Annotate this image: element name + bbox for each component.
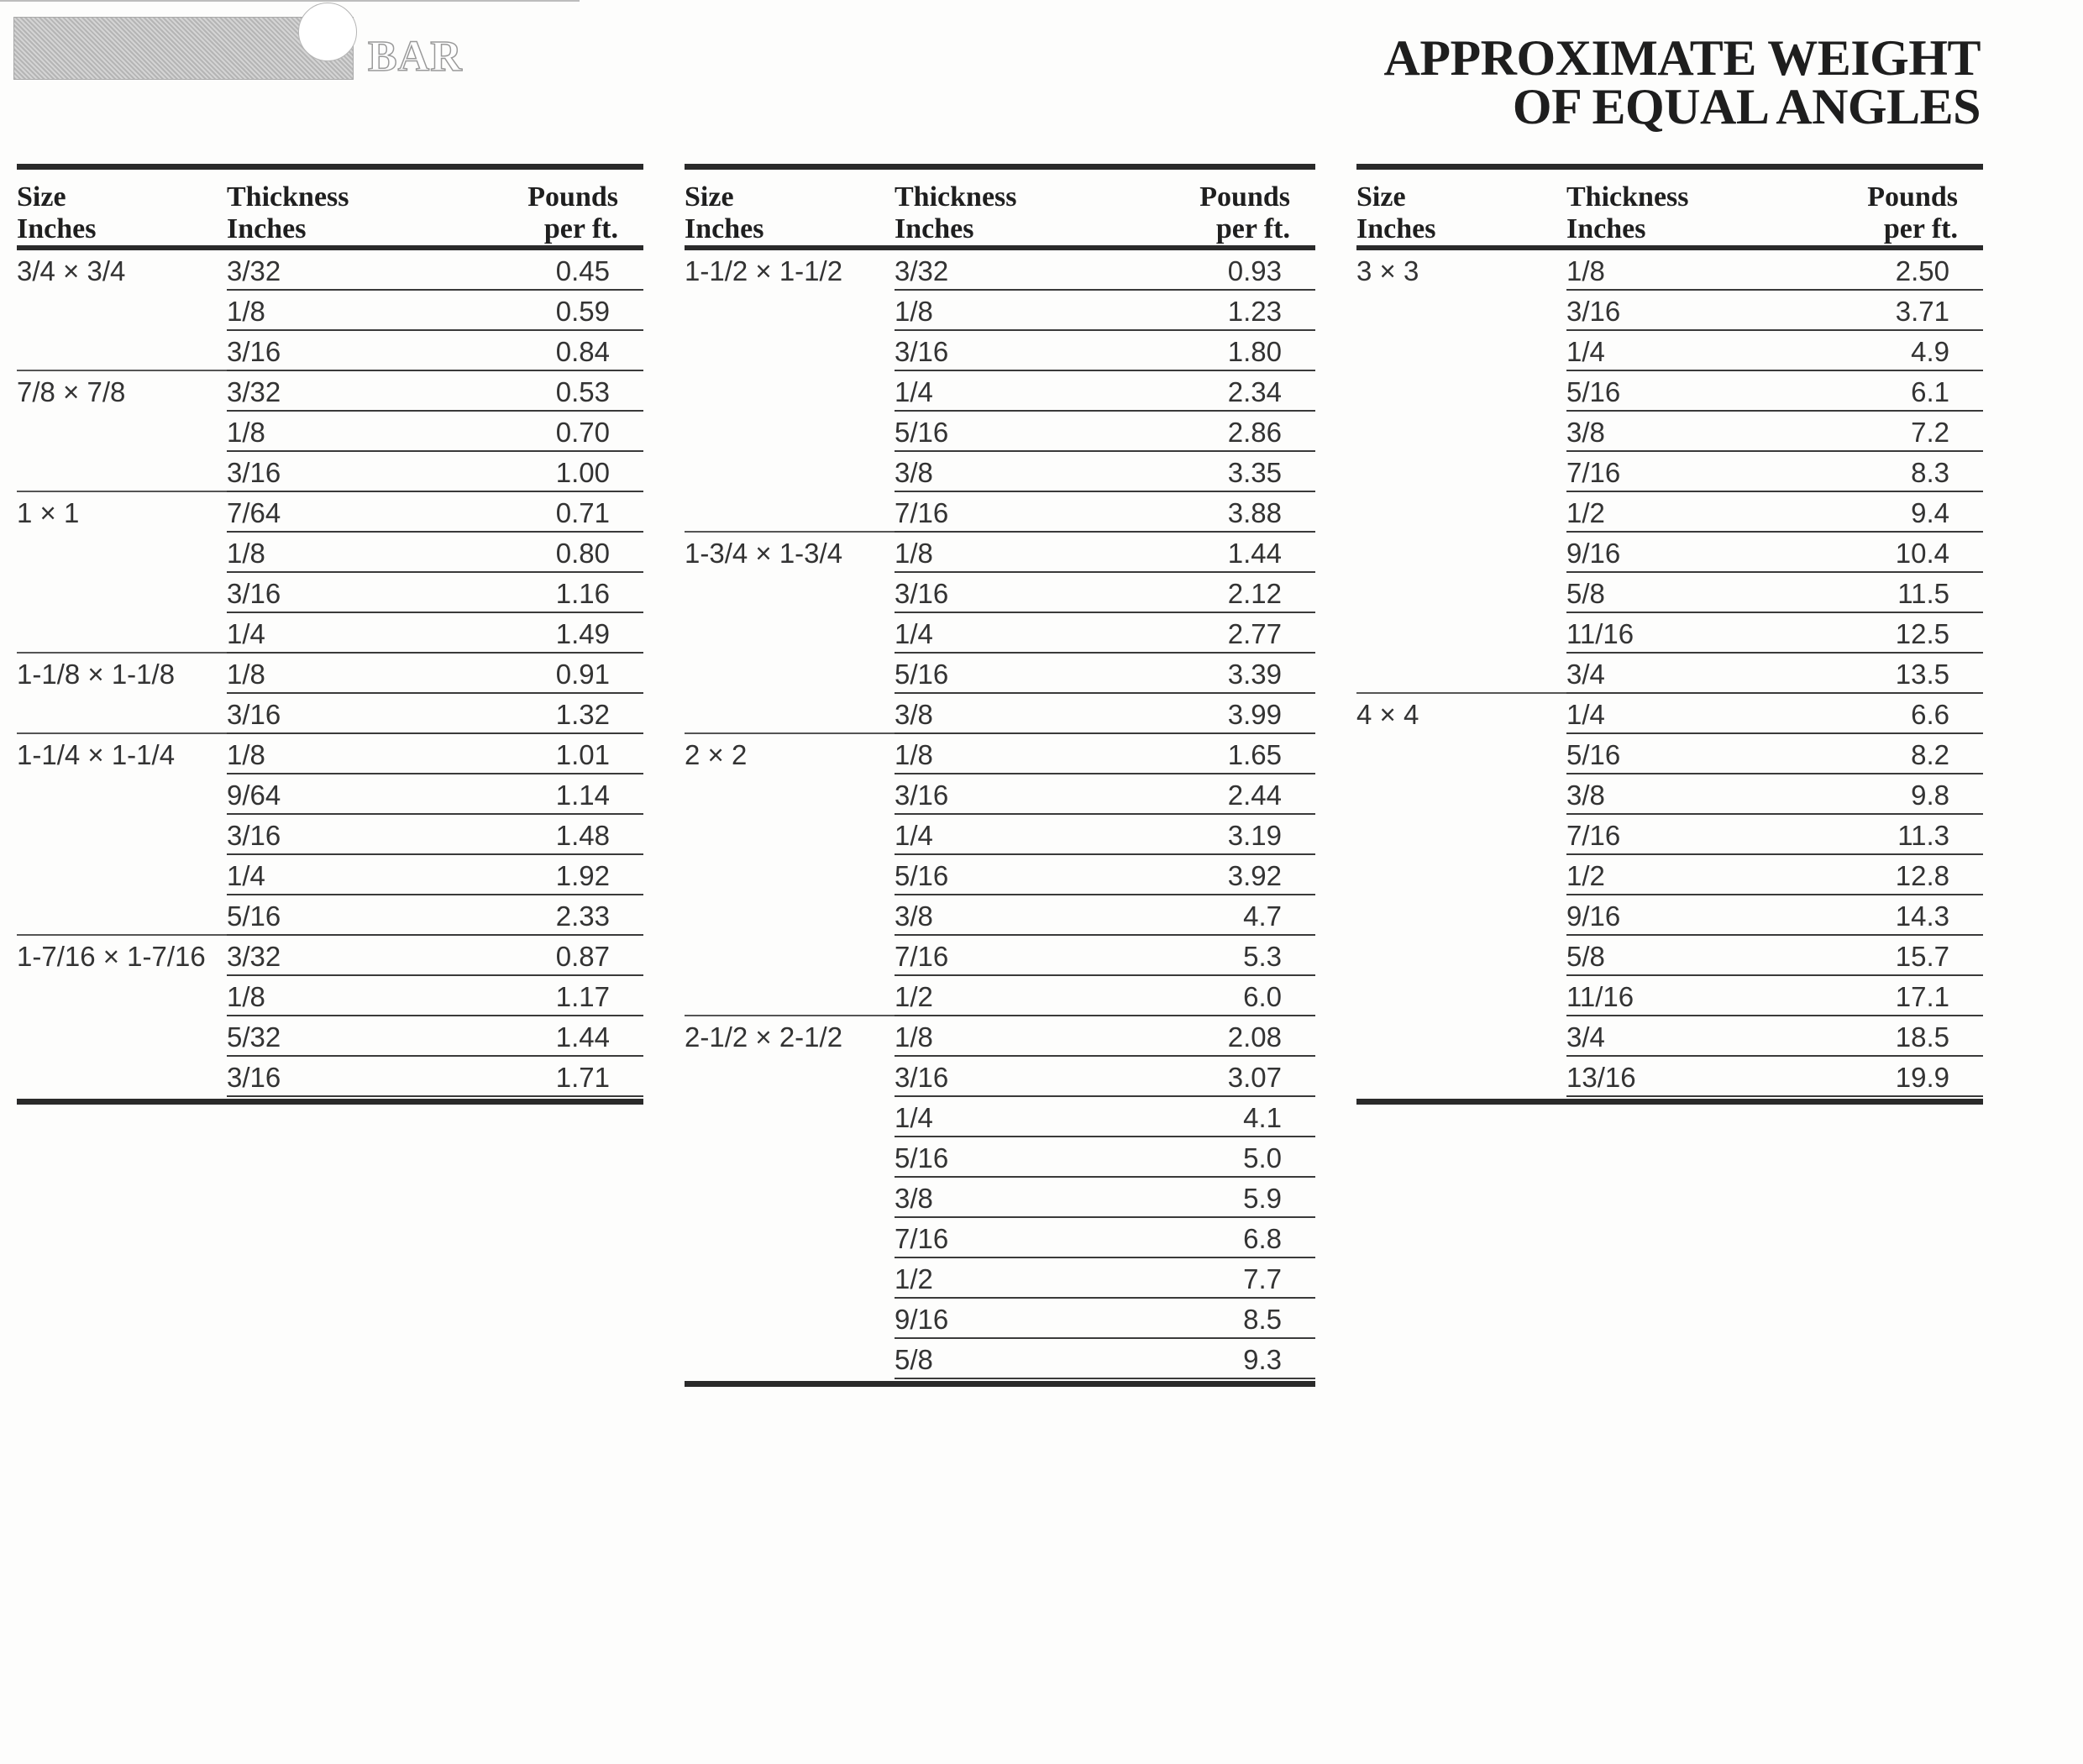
weight-cell: 0.59 (555, 296, 610, 327)
weight-cell: 2.77 (1227, 618, 1282, 649)
weight-cell: 2.08 (1227, 1021, 1282, 1053)
table-row (227, 533, 643, 573)
table-row (895, 694, 1315, 734)
table-panel (685, 164, 1315, 1375)
table-row (227, 936, 643, 976)
thickness-cell: 1/8 (895, 739, 933, 770)
size-header-line-1: Size (1356, 181, 1406, 213)
table-row (895, 371, 1315, 412)
thickness-cell: 5/16 (895, 659, 949, 690)
thickness-cell: 3/32 (895, 255, 949, 286)
thickness-cell: 5/16 (1566, 376, 1621, 407)
thickness-cell: 1/8 (895, 538, 933, 569)
table-row (895, 1137, 1315, 1178)
thickness-column-header (227, 181, 349, 245)
weight-cell: 0.84 (555, 336, 610, 367)
thickness-cell: 7/16 (895, 941, 949, 972)
weight-column-header (527, 181, 618, 245)
thickness-cell: 1/4 (895, 1102, 933, 1133)
thickness-cell: 1/8 (227, 981, 265, 1012)
table-row (895, 1057, 1315, 1097)
thickness-cell: 3/4 (1566, 659, 1605, 690)
thickness-header-line-2: Inches (1566, 213, 1646, 244)
table-row (1566, 573, 1983, 613)
thickness-cell: 5/16 (1566, 739, 1621, 770)
table-row (1566, 331, 1983, 371)
tab-notch (298, 3, 357, 61)
thickness-cell: 3/16 (895, 578, 949, 609)
thickness-cell: 3/16 (895, 1062, 949, 1093)
thickness-cell: 3/8 (895, 457, 933, 488)
table-bottom-rule (17, 1099, 643, 1105)
thickness-cell: 5/8 (895, 1344, 933, 1375)
thickness-cell: 9/16 (1566, 900, 1621, 932)
weight-cell: 0.45 (555, 255, 610, 286)
weight-cell: 1.71 (555, 1062, 610, 1093)
thickness-cell: 13/16 (1566, 1062, 1636, 1093)
group-separator (17, 652, 227, 654)
table-row (1566, 734, 1983, 774)
weight-cell: 7.2 (1911, 417, 1949, 448)
weight-cell: 9.4 (1911, 497, 1949, 528)
table-bottom-rule (685, 1381, 1315, 1387)
table-panel (1356, 164, 1983, 1093)
weight-cell: 1.16 (555, 578, 610, 609)
table-row (227, 613, 643, 654)
weight-cell: 17.1 (1895, 981, 1949, 1012)
size-header-line-2: Inches (1356, 213, 1436, 244)
thickness-cell: 5/16 (895, 860, 949, 891)
table-row (1566, 654, 1983, 694)
table-row (227, 694, 643, 734)
weight-cell: 12.8 (1895, 860, 1949, 891)
group-separator (685, 531, 895, 533)
table-row (895, 1016, 1315, 1057)
group-separator (17, 491, 227, 492)
weight-cell: 14.3 (1895, 900, 1949, 932)
weight-cell: 3.07 (1227, 1062, 1282, 1093)
thickness-cell: 7/16 (1566, 457, 1621, 488)
table-row (895, 492, 1315, 533)
table-row (1566, 492, 1983, 533)
size-column-header (685, 181, 763, 245)
table-top-rule (1356, 164, 1983, 170)
group-separator (17, 934, 227, 936)
weight-cell: 15.7 (1895, 941, 1949, 972)
table-row (1566, 250, 1983, 291)
thickness-cell: 1/4 (1566, 699, 1605, 730)
weight-cell: 8.2 (1911, 739, 1949, 770)
thickness-cell: 11/16 (1566, 981, 1634, 1012)
table-row (895, 250, 1315, 291)
thickness-cell: 11/16 (1566, 618, 1634, 649)
size-header-line-2: Inches (685, 213, 764, 244)
table-row (1566, 815, 1983, 855)
thickness-column-header (895, 181, 1017, 245)
weight-cell: 6.6 (1911, 699, 1949, 730)
table-row (227, 1016, 643, 1057)
table-row (895, 452, 1315, 492)
thickness-cell: 3/16 (227, 699, 281, 730)
top-edge-rule (0, 0, 580, 2)
table-header-row (685, 170, 1315, 250)
table-row (1566, 613, 1983, 654)
table-row (227, 573, 643, 613)
thickness-cell: 1/4 (895, 618, 933, 649)
thickness-cell: 1/4 (1566, 336, 1605, 367)
table-row (227, 895, 643, 936)
weight-cell: 1.17 (555, 981, 610, 1012)
thickness-header-line-1: Thickness (1566, 181, 1689, 213)
weight-header-line-1: Pounds (1867, 181, 1958, 213)
size-cell: 2 × 2 (685, 739, 748, 770)
size-cell: 1-1/2 × 1-1/2 (685, 255, 843, 286)
group-separator (17, 370, 227, 371)
group-separator (17, 732, 227, 734)
thickness-cell: 7/16 (895, 1223, 949, 1254)
weight-cell: 1.01 (555, 739, 610, 770)
table-row (227, 815, 643, 855)
weight-cell: 3.35 (1227, 457, 1282, 488)
thickness-cell: 1/2 (895, 981, 933, 1012)
thickness-cell: 1/2 (1566, 860, 1605, 891)
thickness-cell: 1/2 (895, 1263, 933, 1294)
weight-cell: 0.71 (555, 497, 610, 528)
table-row (227, 855, 643, 895)
size-cell: 3/4 × 3/4 (17, 255, 126, 286)
group-separator (685, 732, 895, 734)
weight-cell: 1.49 (555, 618, 610, 649)
weight-cell: 5.9 (1243, 1183, 1282, 1214)
weight-header-line-2: per ft. (543, 213, 618, 244)
table-row (895, 533, 1315, 573)
thickness-cell: 5/8 (1566, 941, 1605, 972)
weight-column-header (1199, 181, 1290, 245)
table-row (895, 654, 1315, 694)
table-top-rule (17, 164, 643, 170)
thickness-header-line-2: Inches (895, 213, 974, 244)
thickness-cell: 1/8 (227, 739, 265, 770)
thickness-header-line-1: Thickness (227, 181, 349, 213)
weight-cell: 0.53 (555, 376, 610, 407)
table-row (895, 1097, 1315, 1137)
table-row (1566, 412, 1983, 452)
thickness-cell: 1/8 (227, 296, 265, 327)
weight-header-line-1: Pounds (527, 181, 618, 213)
weight-cell: 1.92 (555, 860, 610, 891)
weight-cell: 8.3 (1911, 457, 1949, 488)
weight-cell: 1.23 (1227, 296, 1282, 327)
thickness-cell: 5/8 (1566, 578, 1605, 609)
weight-cell: 1.00 (555, 457, 610, 488)
size-cell: 1-1/4 × 1-1/4 (17, 739, 176, 770)
weight-header-line-2: per ft. (1883, 213, 1958, 244)
table-row (1566, 1016, 1983, 1057)
table-row (895, 1218, 1315, 1258)
table-row (895, 1258, 1315, 1299)
weight-cell: 2.34 (1227, 376, 1282, 407)
weight-cell: 0.80 (555, 538, 610, 569)
weight-cell: 9.8 (1911, 780, 1949, 811)
size-column-header (17, 181, 96, 245)
table-row (1566, 855, 1983, 895)
thickness-cell: 3/32 (227, 941, 281, 972)
thickness-cell: 1/4 (895, 376, 933, 407)
table-row (895, 1178, 1315, 1218)
size-header-line-1: Size (17, 181, 66, 213)
table-row (1566, 936, 1983, 976)
weight-column-header (1867, 181, 1958, 245)
thickness-cell: 7/16 (895, 497, 949, 528)
thickness-cell: 3/16 (1566, 296, 1621, 327)
weight-cell: 0.93 (1227, 255, 1282, 286)
thickness-cell: 5/16 (227, 900, 281, 932)
table-panel (17, 164, 643, 1093)
weight-cell: 4.1 (1243, 1102, 1282, 1133)
size-header-line-1: Size (685, 181, 734, 213)
thickness-cell: 3/8 (895, 699, 933, 730)
weight-cell: 1.44 (1227, 538, 1282, 569)
thickness-cell: 7/16 (1566, 820, 1621, 851)
thickness-header-line-1: Thickness (895, 181, 1017, 213)
thickness-cell: 3/8 (1566, 417, 1605, 448)
size-cell: 1-1/8 × 1-1/8 (17, 659, 176, 690)
page-title (1383, 30, 1981, 134)
table-row (895, 895, 1315, 936)
table-row (227, 654, 643, 694)
table-row (227, 1057, 643, 1097)
weight-cell: 1.14 (555, 780, 610, 811)
size-cell: 7/8 × 7/8 (17, 376, 126, 407)
weight-cell: 1.48 (555, 820, 610, 851)
page-title-line-1: APPROXIMATE WEIGHT (1383, 30, 1981, 86)
weight-cell: 13.5 (1895, 659, 1949, 690)
thickness-cell: 5/16 (895, 417, 949, 448)
table-row (895, 815, 1315, 855)
thickness-cell: 1/8 (227, 417, 265, 448)
table-row (227, 976, 643, 1016)
thickness-cell: 3/16 (227, 820, 281, 851)
table-row (895, 936, 1315, 976)
thickness-cell: 1/8 (227, 538, 265, 569)
weight-cell: 2.33 (555, 900, 610, 932)
weight-cell: 5.0 (1243, 1142, 1282, 1173)
size-cell: 2-1/2 × 2-1/2 (685, 1021, 843, 1053)
thickness-cell: 3/16 (227, 578, 281, 609)
thickness-cell: 7/64 (227, 497, 281, 528)
weight-cell: 11.3 (1897, 820, 1949, 851)
thickness-cell: 3/16 (227, 457, 281, 488)
thickness-cell: 3/8 (1566, 780, 1605, 811)
table-row (1566, 694, 1983, 734)
weight-cell: 2.50 (1895, 255, 1949, 286)
table-row (1566, 895, 1983, 936)
weight-cell: 12.5 (1895, 618, 1949, 649)
thickness-cell: 9/64 (227, 780, 281, 811)
table-row (895, 613, 1315, 654)
thickness-cell: 1/4 (227, 618, 265, 649)
thickness-cell: 5/32 (227, 1021, 281, 1053)
weight-cell: 4.9 (1911, 336, 1949, 367)
thickness-cell: 3/16 (895, 780, 949, 811)
table-row (895, 855, 1315, 895)
table-row (895, 573, 1315, 613)
weight-cell: 5.3 (1243, 941, 1282, 972)
section-tab-label: BAR (368, 33, 463, 81)
table-row (227, 492, 643, 533)
table-row (227, 371, 643, 412)
thickness-column-header (1566, 181, 1689, 245)
table-row (895, 291, 1315, 331)
thickness-cell: 3/4 (1566, 1021, 1605, 1053)
weight-cell: 1.32 (555, 699, 610, 730)
weight-cell: 0.70 (555, 417, 610, 448)
weight-cell: 11.5 (1897, 578, 1949, 609)
table-row (1566, 452, 1983, 492)
weight-cell: 1.80 (1227, 336, 1282, 367)
thickness-cell: 3/16 (227, 336, 281, 367)
thickness-cell: 9/16 (895, 1304, 949, 1335)
weight-cell: 7.7 (1243, 1263, 1282, 1294)
thickness-cell: 1/2 (1566, 497, 1605, 528)
weight-cell: 0.91 (555, 659, 610, 690)
page-title-line-2: OF EQUAL ANGLES (1512, 79, 1981, 134)
weight-cell: 19.9 (1895, 1062, 1949, 1093)
thickness-cell: 1/4 (227, 860, 265, 891)
size-cell: 4 × 4 (1356, 699, 1419, 730)
weight-cell: 1.44 (555, 1021, 610, 1053)
weight-cell: 3.71 (1895, 296, 1949, 327)
thickness-header-line-2: Inches (227, 213, 307, 244)
table-top-rule (685, 164, 1315, 170)
table-bottom-rule (1356, 1099, 1983, 1105)
thickness-cell: 1/8 (895, 1021, 933, 1053)
table-row (1566, 533, 1983, 573)
size-column-header (1356, 181, 1435, 245)
weight-cell: 6.8 (1243, 1223, 1282, 1254)
thickness-cell: 9/16 (1566, 538, 1621, 569)
table-row (1566, 371, 1983, 412)
table-row (227, 291, 643, 331)
thickness-cell: 1/8 (227, 659, 265, 690)
weight-cell: 18.5 (1895, 1021, 1949, 1053)
thickness-cell: 3/16 (895, 336, 949, 367)
thickness-cell: 5/16 (895, 1142, 949, 1173)
thickness-cell: 3/32 (227, 255, 281, 286)
table-row (895, 1339, 1315, 1379)
table-row (227, 734, 643, 774)
group-separator (685, 1015, 895, 1016)
weight-cell: 3.39 (1227, 659, 1282, 690)
thickness-cell: 3/32 (227, 376, 281, 407)
weight-cell: 3.19 (1227, 820, 1282, 851)
thickness-cell: 3/8 (895, 900, 933, 932)
weight-cell: 10.4 (1895, 538, 1949, 569)
weight-cell: 9.3 (1243, 1344, 1282, 1375)
table-row (227, 250, 643, 291)
thickness-cell: 3/8 (895, 1183, 933, 1214)
weight-cell: 1.65 (1227, 739, 1282, 770)
weight-cell: 3.92 (1227, 860, 1282, 891)
table-row (227, 412, 643, 452)
weight-cell: 3.99 (1227, 699, 1282, 730)
thickness-cell: 1/4 (895, 820, 933, 851)
weight-header-line-1: Pounds (1199, 181, 1290, 213)
weight-header-line-2: per ft. (1215, 213, 1290, 244)
size-cell: 3 × 3 (1356, 255, 1419, 286)
size-cell: 1 × 1 (17, 497, 80, 528)
table-row (227, 774, 643, 815)
weight-cell: 2.12 (1227, 578, 1282, 609)
weight-cell: 0.87 (555, 941, 610, 972)
weight-cell: 4.7 (1243, 900, 1282, 932)
thickness-cell: 1/8 (1566, 255, 1605, 286)
thickness-cell: 1/8 (895, 296, 933, 327)
table-row (895, 331, 1315, 371)
table-row (1566, 774, 1983, 815)
section-tab (13, 17, 354, 80)
table-header-row (17, 170, 643, 250)
size-header-line-2: Inches (17, 213, 97, 244)
table-row (895, 734, 1315, 774)
table-row (895, 976, 1315, 1016)
table-row (227, 331, 643, 371)
table-row (895, 1299, 1315, 1339)
table-row (1566, 1057, 1983, 1097)
table-row (227, 452, 643, 492)
weight-cell: 2.86 (1227, 417, 1282, 448)
weight-cell: 3.88 (1227, 497, 1282, 528)
table-row (1566, 976, 1983, 1016)
weight-cell: 8.5 (1243, 1304, 1282, 1335)
size-cell: 1-7/16 × 1-7/16 (17, 941, 206, 972)
thickness-cell: 3/16 (227, 1062, 281, 1093)
weight-cell: 6.1 (1911, 376, 1949, 407)
weight-cell: 6.0 (1243, 981, 1282, 1012)
table-header-row (1356, 170, 1983, 250)
table-row (895, 774, 1315, 815)
group-separator (1356, 692, 1566, 694)
table-row (1566, 291, 1983, 331)
size-cell: 1-3/4 × 1-3/4 (685, 538, 843, 569)
weight-cell: 2.44 (1227, 780, 1282, 811)
table-row (895, 412, 1315, 452)
